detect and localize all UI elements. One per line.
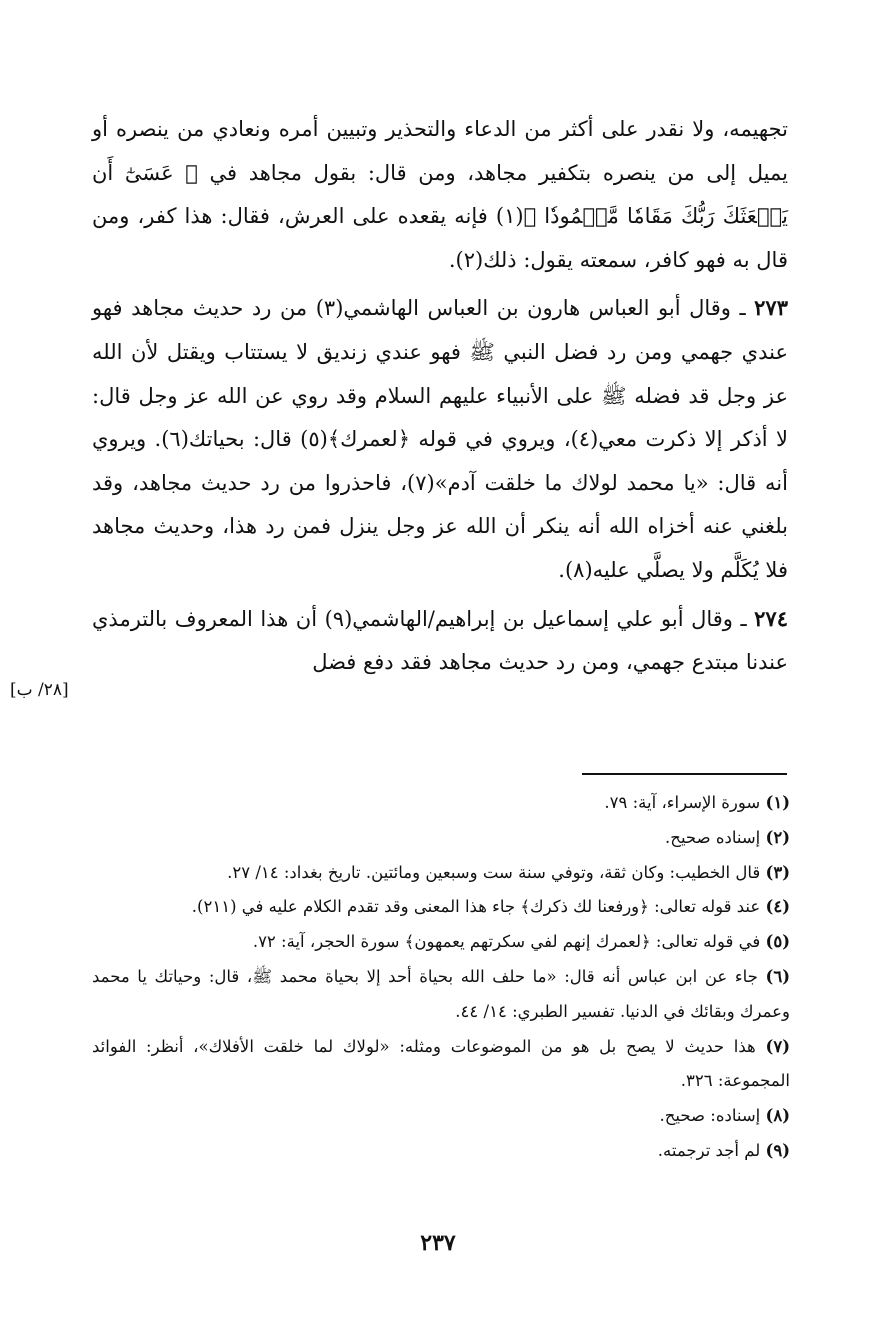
footnote: (٧) هذا حديث لا يصح بل هو من الموضوعات ومثله: «لولاك لما خلقت الأفلاك»، أنظر: الفوائد المجموعة: ٣٢٦. xyxy=(92,1036,791,1091)
footnotes xyxy=(92,786,790,1169)
hadith-dash: ـ xyxy=(732,606,747,631)
page-number: ٢٣٧ xyxy=(420,1230,456,1256)
hadith-273 xyxy=(92,286,788,592)
paragraph-continuation: تجهيمه، ولا نقدر على أكثر من الدعاء والتحذير وتبيين أمره ونعادي من ينصره أو يميل إلى من ينصره بتكفير مجاهد، ومن قال: بقول مجاهد في ﴿ عَسَىٰٓ أَن يَبۡعَثَكَ رَبُّكَ مَقَامٗا مَّحۡمُودٗا ﴾(١) فإنه يقعده على العرش، فقال: هذا كفر، ومن قال به فهو كافر، سمعته يقول: ذلك(٢). xyxy=(92,117,788,272)
manuscript-folio-mark: [٢٨/ ب] xyxy=(10,680,69,700)
hadith-dash: ـ xyxy=(730,296,746,321)
footnote: (٩) لم أجد ترجمته. xyxy=(657,1140,790,1160)
footnote: (٦) جاء عن ابن عباس أنه قال: «ما حلف الله بحياة أحد إلا بحياة محمد ﷺ، قال: وحياتك يا محمد وعمرك وبقائك في الدنيا. تفسير الطبري: ١٤/ ٤٤. xyxy=(92,966,790,1021)
hadith-text: وقال أبو علي إسماعيل بن إبراهيم/الهاشمي(٩) أن هذا المعروف بالترمذي عندنا مبتدع جهمي، ومن رد حديث مجاهد فقد دفع فضل xyxy=(92,606,788,675)
footnote: (٨) إسناده: صحيح. xyxy=(659,1106,790,1126)
footnote-separator xyxy=(582,773,787,775)
footnote: (٥) في قوله تعالى: ﴿لعمرك إنهم لفي سكرتهم يعمهون﴾ سورة الحجر، آية: ٧٢. xyxy=(252,932,790,952)
main-text xyxy=(92,108,788,685)
footnote: (٣) قال الخطيب: وكان ثقة، وتوفي سنة ست وسبعين ومائتين. تاريخ بغداد: ١٤/ ٢٧. xyxy=(227,862,790,882)
footnote: (١) سورة الإسراء، آية: ٧٩. xyxy=(604,793,790,812)
footnote: (٤) عند قوله تعالى: ﴿ورفعنا لك ذكرك﴾ جاء هذا المعنى وقد تقدم الكلام عليه في (٢١١). xyxy=(191,897,790,917)
hadith-number: ٢٧٤ xyxy=(754,605,788,631)
hadith-text: وقال أبو العباس هارون بن العباس الهاشمي(٣) من رد حديث مجاهد فهو عندي جهمي ومن رد فضل النبي ﷺ فهو عندي زنديق لا يستتاب ويقتل لأن الله عز وجل قد فضله ﷺ على الأنبياء عليهم السلام وقد روي عن الله عز وجل قال: لا أذكر إلا ذكرت معي(٤)، ويروي في قوله ﴿لعمرك﴾(٥) قال: بحياتك(٦). ويروي أنه قال: «يا محمد لولاك ما خلقت آدم»(٧)، فاحذروا من رد حديث مجاهد، وقد بلغني عنه أخزاه الله أنه ينكر أن الله عز وجل ينزل فمن رد هذا، وحديث مجاهد فلا يُكَلَّم ولا يصلَّي عليه(٨). xyxy=(92,296,789,582)
hadith-number: ٢٧٣ xyxy=(754,295,788,321)
hadith-274 xyxy=(92,597,788,685)
footnote: (٢) إسناده صحيح. xyxy=(665,827,790,847)
